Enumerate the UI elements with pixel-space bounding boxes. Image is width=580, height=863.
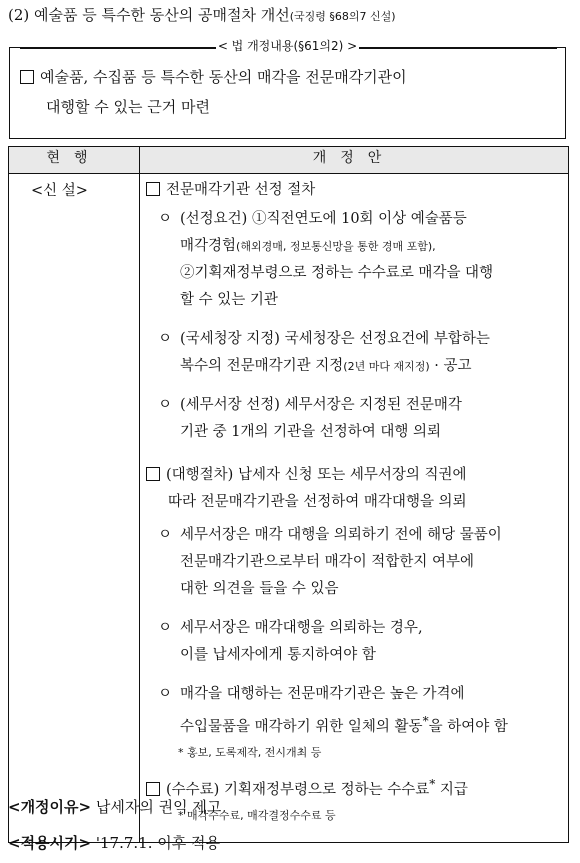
checkbox-square-icon	[146, 467, 160, 481]
reason-label: <개정이유>	[8, 798, 92, 816]
checkbox-square-icon	[146, 782, 160, 796]
law-box-text: 예술품, 수집품 등 특수한 동산의 매각을 전문매각기관이 대행할 수 있는 근거 마련	[20, 62, 559, 122]
comparison-table	[8, 146, 569, 843]
law-box-header: < 법 개정내용(§61의2) >	[217, 39, 358, 53]
section-note: (국징령 §68의7 신설)	[289, 10, 396, 23]
footnote: * 홍보, 도록제작, 전시개최 등	[178, 745, 322, 759]
list-item: (수수료) 기획재정부령으로 정하는 수수료* 지급	[146, 771, 562, 804]
checkbox-square-icon	[146, 182, 160, 196]
list-item: 전문매각기관 선정 절차	[146, 177, 562, 204]
reason-line	[8, 796, 221, 817]
table-header-row	[9, 147, 569, 174]
list-item: ㅇ (세무서장 선정) 세무서장은 지정된 전문매각 기관 중 1개의 기관을 선정하여 대행 의뢰	[158, 392, 562, 446]
list-item: ㅇ (국세청장 지정) 국세청장은 선정요건에 부합하는 복수의 전문매각기관 지정(2년 마다 재지정) · 공고	[158, 326, 562, 380]
bullet-icon: ㅇ	[158, 620, 173, 636]
section-title: (2) 예술품 등 특수한 동산의 공매절차 개선(국징령 §68의7 신설)	[8, 6, 396, 24]
revised-cell	[140, 174, 569, 843]
bullet-icon: ㅇ	[158, 331, 173, 347]
law-amendment-box	[9, 39, 566, 139]
table-row	[9, 174, 569, 843]
list-item: (대행절차) 납세자 신청 또는 세무서장의 직권에 따라 전문매각기관을 선정하여 매각대행을 의뢰	[146, 462, 562, 516]
bullet-icon: ㅇ	[158, 397, 173, 413]
header-revised: 개정안	[140, 147, 569, 174]
checkbox-square-icon	[20, 70, 34, 84]
list-item: ㅇ 세무서장은 매각 대행을 의뢰하기 전에 해당 물품이 전문매각기관으로부터 매각이 적합한지 여부에 대한 의견을 들을 수 있음	[158, 522, 562, 603]
apply-label: <적용시기>	[8, 834, 92, 852]
bullet-icon: ㅇ	[158, 686, 173, 702]
list-item: ㅇ (선정요건) ①직전연도에 10회 이상 예술품등 매각경험(해외경매, 정보통신망을 통한 경매 포함), ②기획재정부령으로 정하는 수수료로 매각을 대행 할 수 있는 기관	[158, 206, 562, 314]
apply-text: '17.7.1. 이후 적용	[91, 834, 220, 852]
header-current: 현행	[9, 147, 140, 174]
list-item: ㅇ 세무서장은 매각대행을 의뢰하는 경우, 이를 납세자에게 통지하여야 함	[158, 615, 562, 669]
footnote: * 매각수수료, 매각결정수수료 등	[178, 808, 336, 822]
reason-text: 납세자의 권익 제고	[91, 798, 222, 816]
bullet-icon: ㅇ	[158, 527, 173, 543]
apply-line	[8, 832, 220, 853]
current-cell: <신 설>	[9, 174, 140, 843]
list-item: ㅇ 매각을 대행하는 전문매각기관은 높은 가격에 수입물품을 매각하기 위한 일체의 활동*을 하여야 함	[158, 681, 562, 741]
bullet-icon: ㅇ	[158, 211, 173, 227]
